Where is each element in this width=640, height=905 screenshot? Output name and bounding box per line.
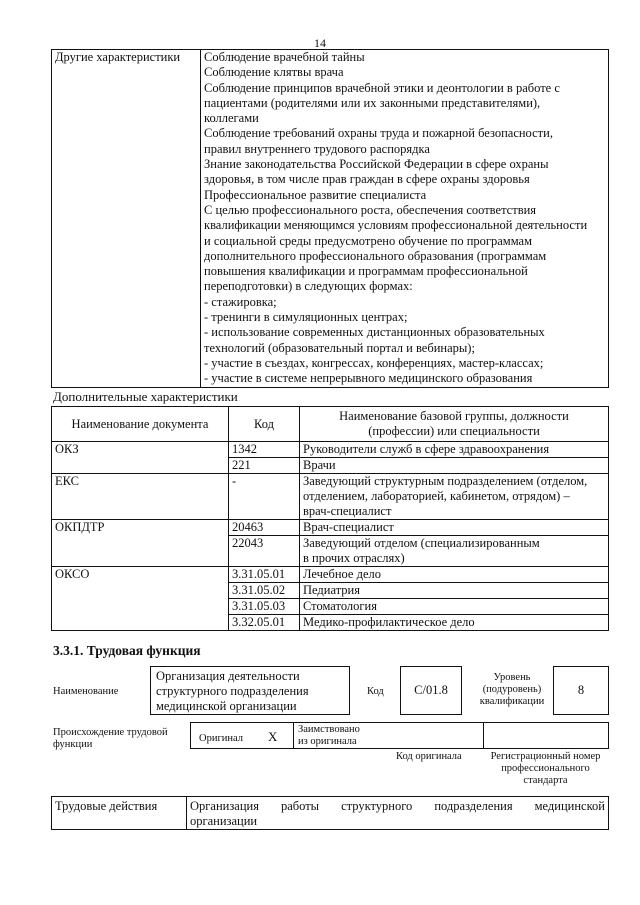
borrowed-label: Заимствовано из оригинала [298, 724, 360, 747]
other-characteristics-label: Другие характеристики [52, 50, 201, 388]
function-code-value: C/01.8 [400, 666, 462, 715]
other-characteristics-line: Соблюдение принципов врачебной этики и деонтологии в работе с [204, 80, 560, 95]
name-cell: Медико-профилактическое дело [300, 615, 609, 631]
other-characteristics-line: технологий (образовательный портал и вебинары); [204, 340, 475, 355]
table-row [52, 520, 609, 536]
col-header-document: Наименование документа [52, 407, 229, 442]
labor-actions-word: структурного [341, 799, 413, 813]
code-cell: 22043 [229, 536, 300, 567]
document-cell: ЕКС [52, 474, 229, 520]
labor-actions-word: работы [280, 799, 320, 813]
other-characteristics-line: Знание законодательства Российской Федерации в сфере охраны [204, 157, 549, 172]
code-label: Код [367, 686, 384, 697]
labor-actions-word: Организация [190, 799, 259, 813]
additional-characteristics-table [51, 406, 609, 631]
other-characteristics-line: - участие в системе непрерывного медицинского образования [204, 371, 533, 386]
other-characteristics-line: Соблюдение требований охраны труда и пожарной безопасности, [204, 126, 553, 141]
document-cell: ОКЗ [52, 442, 229, 474]
name-cell: Врач-специалист [300, 520, 609, 536]
other-characteristics-line: пациентами (родителями или их законными представителями), [204, 95, 541, 110]
table-row [52, 474, 609, 520]
origin-label: Происхождение трудовой функции [53, 727, 168, 750]
qualification-level-label: Уровень (подуровень) квалификации [479, 672, 545, 707]
labor-actions-word: подразделения [434, 799, 513, 813]
name-cell: Руководители служб в сфере здравоохранения [300, 442, 609, 458]
other-characteristics-line: - участие в съездах, конгрессах, конференциях, мастер-классах; [204, 355, 544, 370]
col-header-code: Код [229, 407, 300, 442]
other-characteristics-line: дополнительного профессионального образования (программам [204, 248, 547, 263]
code-cell: 221 [229, 458, 300, 474]
name-cell: Врачи [300, 458, 609, 474]
other-characteristics-line: Профессиональное развитие специалиста [204, 187, 427, 202]
labor-actions-table [51, 796, 609, 830]
name-cell: Лечебное дело [300, 567, 609, 583]
code-cell: 20463 [229, 520, 300, 536]
document-cell: ОКСО [52, 567, 229, 631]
name-cell: Заведующий структурным подразделением (отделом, отделением, лабораторией, кабинетом, отрядом) – врач-специалист [300, 474, 609, 520]
other-characteristics-line: здоровья, в том числе прав граждан в сфере охраны здоровья [204, 172, 530, 187]
other-characteristics-line: правил внутреннего трудового распорядка [204, 141, 430, 156]
name-cell: Педиатрия [300, 583, 609, 599]
labor-actions-label: Трудовые действия [52, 797, 187, 830]
name-label: Наименование [53, 686, 119, 697]
other-characteristics-line: и социальной среды предусмотрено обучение по программам [204, 233, 533, 248]
col-header-name: Наименование базовой группы, должности (профессии) или специальности [300, 407, 609, 442]
name-cell: Стоматология [300, 599, 609, 615]
function-name-value: Организация деятельности структурного подразделения медицинской организации [150, 666, 350, 715]
code-cell: 1342 [229, 442, 300, 458]
qualification-level-value: 8 [553, 666, 609, 715]
other-characteristics-text [201, 50, 609, 388]
table-row [52, 567, 609, 583]
additional-characteristics-title: Дополнительные характеристики [53, 389, 238, 404]
other-characteristics-line: Соблюдение врачебной тайны [204, 50, 365, 64]
name-cell: Заведующий отделом (специализированным в прочих отраслях) [300, 536, 609, 567]
other-characteristics-line: Соблюдение клятвы врача [204, 65, 344, 80]
registration-number-label: Регистрационный номер профессионального стандарта [490, 751, 601, 786]
other-characteristics-table [51, 49, 609, 388]
code-cell: 3.31.05.02 [229, 583, 300, 599]
other-characteristics-line: коллегами [204, 111, 259, 126]
origin-box [190, 722, 609, 749]
code-cell: 3.31.05.01 [229, 567, 300, 583]
code-cell: 3.31.05.03 [229, 599, 300, 615]
original-mark: X [268, 729, 278, 744]
labor-actions-text [187, 797, 609, 830]
other-characteristics-line: повышения квалификации и программам профессиональной [204, 264, 528, 279]
document-cell: ОКПДТР [52, 520, 229, 567]
original-label: Оригинал [199, 733, 243, 744]
other-characteristics-line: квалификации меняющимся условиям профессиональной деятельности [204, 218, 588, 233]
labor-actions-line2: организации [190, 814, 258, 828]
other-characteristics-line: - тренинги в симуляционных центрах; [204, 310, 408, 325]
code-original-label: Код оригинала [396, 751, 462, 762]
table-row [52, 442, 609, 458]
page-number: 14 [314, 36, 326, 50]
labor-actions-word: медицинской [534, 799, 605, 813]
other-characteristics-line: С целью профессионального роста, обеспечения соответствия [204, 202, 537, 217]
other-characteristics-line: - использование современных дистанционных образовательных [204, 325, 545, 340]
other-characteristics-line: - стажировка; [204, 294, 277, 309]
code-cell: 3.32.05.01 [229, 615, 300, 631]
other-characteristics-line: переподготовки) в следующих формах: [204, 279, 413, 294]
code-cell: - [229, 474, 300, 520]
labor-function-heading: 3.3.1. Трудовая функция [53, 643, 201, 658]
